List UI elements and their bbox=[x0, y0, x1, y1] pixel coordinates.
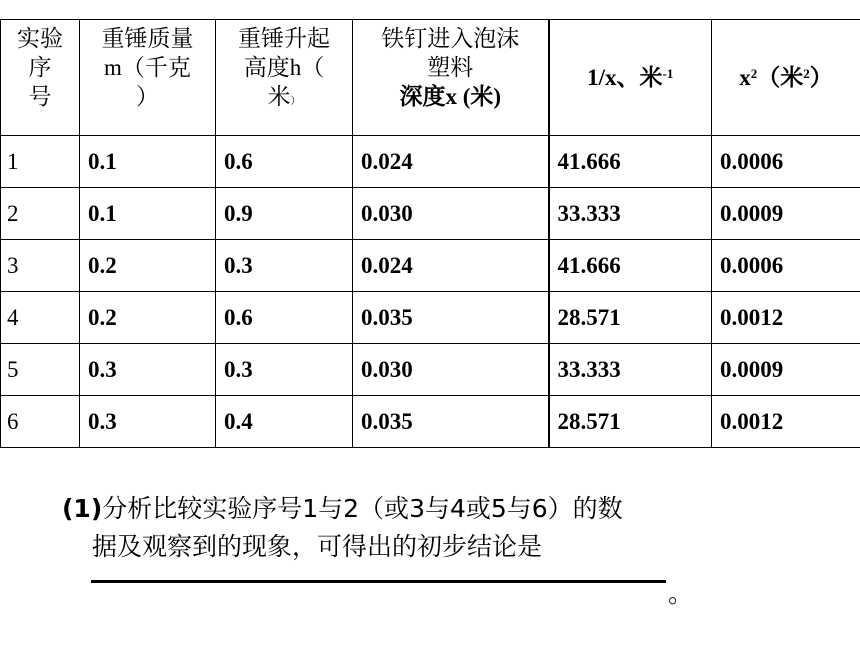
cell-id: 6 bbox=[1, 396, 80, 448]
cell-inverse-depth: 33.333 bbox=[549, 188, 712, 240]
cell-depth: 0.024 bbox=[353, 240, 549, 292]
cell-inverse-depth: 33.333 bbox=[549, 344, 712, 396]
cell-inverse-depth: 41.666 bbox=[549, 240, 712, 292]
cell-depth: 0.024 bbox=[353, 136, 549, 188]
table-row bbox=[1, 136, 860, 188]
table-row bbox=[1, 240, 860, 292]
table-row bbox=[1, 292, 860, 344]
cell-id: 3 bbox=[1, 240, 80, 292]
cell-height: 0.3 bbox=[216, 240, 353, 292]
answer-blank-line bbox=[91, 580, 666, 583]
cell-height: 0.6 bbox=[216, 292, 353, 344]
cell-depth-squared: 0.0012 bbox=[712, 292, 860, 344]
header-nail-depth: 铁钉进入泡沫 塑料 深度x (米) bbox=[353, 20, 549, 136]
cell-inverse-depth: 28.571 bbox=[549, 292, 712, 344]
cell-depth: 0.030 bbox=[353, 188, 549, 240]
cell-mass: 0.1 bbox=[80, 188, 216, 240]
cell-id: 5 bbox=[1, 344, 80, 396]
header-inverse-depth: 1/x、米$^{-1}$ bbox=[549, 20, 712, 136]
cell-height: 0.3 bbox=[216, 344, 353, 396]
cell-id: 1 bbox=[1, 136, 80, 188]
question-text-line-2: 据及观察到的现象，可得出的初步结论是 bbox=[92, 532, 543, 561]
question-number: (1) bbox=[62, 494, 103, 523]
table-header-row bbox=[1, 20, 860, 136]
cell-inverse-depth: 41.666 bbox=[549, 136, 712, 188]
header-experiment-number: 实验 序 号 bbox=[1, 20, 80, 136]
cell-depth-squared: 0.0006 bbox=[712, 136, 860, 188]
cell-depth-squared: 0.0009 bbox=[712, 344, 860, 396]
cell-mass: 0.3 bbox=[80, 344, 216, 396]
cell-mass: 0.2 bbox=[80, 240, 216, 292]
header-hammer-mass: 重锤质量 m（千克 ） bbox=[80, 20, 216, 136]
experiment-data-table bbox=[0, 19, 860, 448]
cell-id: 2 bbox=[1, 188, 80, 240]
question-line-1 bbox=[62, 490, 822, 528]
table-row bbox=[1, 344, 860, 396]
cell-depth-squared: 0.0009 bbox=[712, 188, 860, 240]
cell-mass: 0.2 bbox=[80, 292, 216, 344]
cell-depth-squared: 0.0012 bbox=[712, 396, 860, 448]
question-block bbox=[62, 490, 822, 566]
question-text-line-1: 分析比较实验序号1与2（或3与4或5与6）的数 bbox=[102, 494, 623, 523]
table-row bbox=[1, 396, 860, 448]
table-row bbox=[1, 188, 860, 240]
cell-inverse-depth: 28.571 bbox=[549, 396, 712, 448]
cell-height: 0.6 bbox=[216, 136, 353, 188]
cell-depth: 0.035 bbox=[353, 292, 549, 344]
answer-end-mark: 。 bbox=[668, 579, 694, 608]
cell-id: 4 bbox=[1, 292, 80, 344]
header-depth-squared: $x^2$（米$^2$） bbox=[712, 20, 860, 136]
cell-depth: 0.035 bbox=[353, 396, 549, 448]
header-hammer-height: 重锤升起 高度h（ 米） bbox=[216, 20, 353, 136]
cell-mass: 0.3 bbox=[80, 396, 216, 448]
cell-height: 0.4 bbox=[216, 396, 353, 448]
cell-depth-squared: 0.0006 bbox=[712, 240, 860, 292]
cell-depth: 0.030 bbox=[353, 344, 549, 396]
cell-mass: 0.1 bbox=[80, 136, 216, 188]
cell-height: 0.9 bbox=[216, 188, 353, 240]
